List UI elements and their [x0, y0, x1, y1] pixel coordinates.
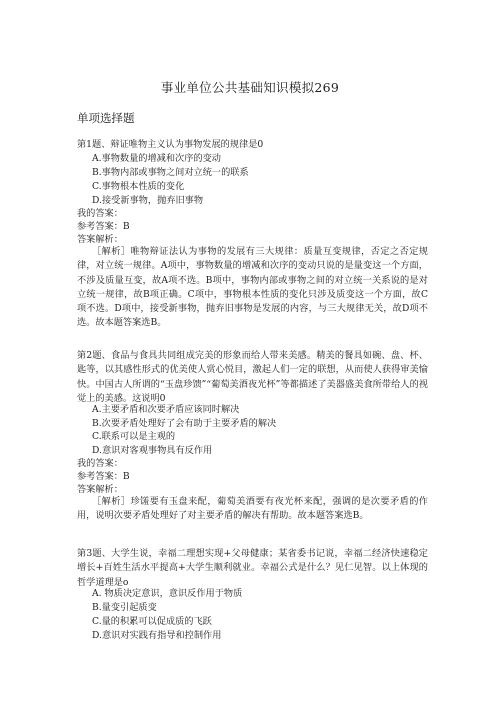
question-2-option-b: B.次要矛盾处理好了会有助于主要矛盾的解决: [92, 418, 277, 429]
question-3-option-d: D.意识对实践有指导和控制作用: [92, 630, 222, 641]
question-1-stem: 第1题、辩证唯物主义认为事物发展的规律是0: [77, 139, 264, 150]
question-2-option-c: C.联系可以是主观的: [92, 431, 176, 442]
question-2-option-d: D.意识对客观事物具有反作用: [92, 445, 213, 456]
question-1-option-c: C.事物根本性质的变化: [92, 181, 185, 192]
question-1-reference-answer: 参考答案：B: [77, 221, 130, 232]
question-3-option-c: C.量的积累可以促成质的飞跃: [92, 616, 212, 627]
question-1-option-b: B.事物内部或事物之间对立统一的联系: [92, 167, 249, 178]
question-2-analysis: ［解析］珍馐要有玉盘来配，葡萄美酒要有夜光杯来配，强调的是次要矛盾的作用，说明次要矛盾处理好了对主要矛盾的解决有帮助。故本题答案选B。: [77, 496, 428, 522]
question-1-analysis: ［解析］唯物辩证法认为事物的发展有三大规律：质量互变规律，否定之否定规律，对立统一规律。A项中，事物数量的增减和次序的变动只说的是量变这一个方面，不涉及质量互变，故A项不选。B项中，事物内部或事物之间的对立统一关系说的是对立统一规律，故B项正确。C项中，事物根本性质的变化只涉及质变这一个方面，故C项不选。D项中，接受新事物，抛弃旧事物是发展的内容，与三大规律无关，故D项不选。故本题答案选B。: [77, 246, 428, 329]
question-3-option-a: A. 物质决定意识，意识反作用于物质: [92, 588, 243, 599]
page-title: 事业单位公共基础知识模拟269: [160, 80, 340, 95]
question-3-stem: 第3题、大学生说，幸福二理想实现+父母健康；某省委书记说，幸福二经济快速稳定增长+百姓生活水平提高+大学生顺利就业。幸福公式是什么？见仁见智。以上体现的哲学道理是o: [77, 548, 428, 588]
question-2-my-answer: 我的答案：: [77, 458, 123, 469]
question-1-my-answer: 我的答案：: [77, 208, 123, 219]
question-1-option-a: A.事物数量的增减和次序的变动: [92, 153, 221, 164]
question-2-stem: 第2题、食品与食具共同组成完美的形象而给人带来美感。精美的餐具如碗、盘、杯、匙等，以其感性形式的优美使人赏心悦目，激起人们一定的联想，从而使人获得审美愉快。中国古人所谓的“玉盘珍馈”“葡萄美酒夜光杯”等都描述了美器盛美食所带给人的视觉上的美感。这说明0: [77, 350, 428, 404]
question-2-option-a: A.主要矛盾和次要矛盾应该同时解决: [92, 404, 240, 415]
question-3-option-b: B.量变引起质变: [92, 602, 157, 613]
question-1-analysis-label: 答案解析：: [77, 234, 123, 245]
question-1-option-d: D.接受新事物，抛弃旧事物: [92, 195, 204, 206]
question-2-reference-answer: 参考答案：B: [77, 471, 130, 482]
section-heading: 单项选择题: [77, 111, 135, 125]
question-2-analysis-label: 答案解析：: [77, 484, 123, 495]
